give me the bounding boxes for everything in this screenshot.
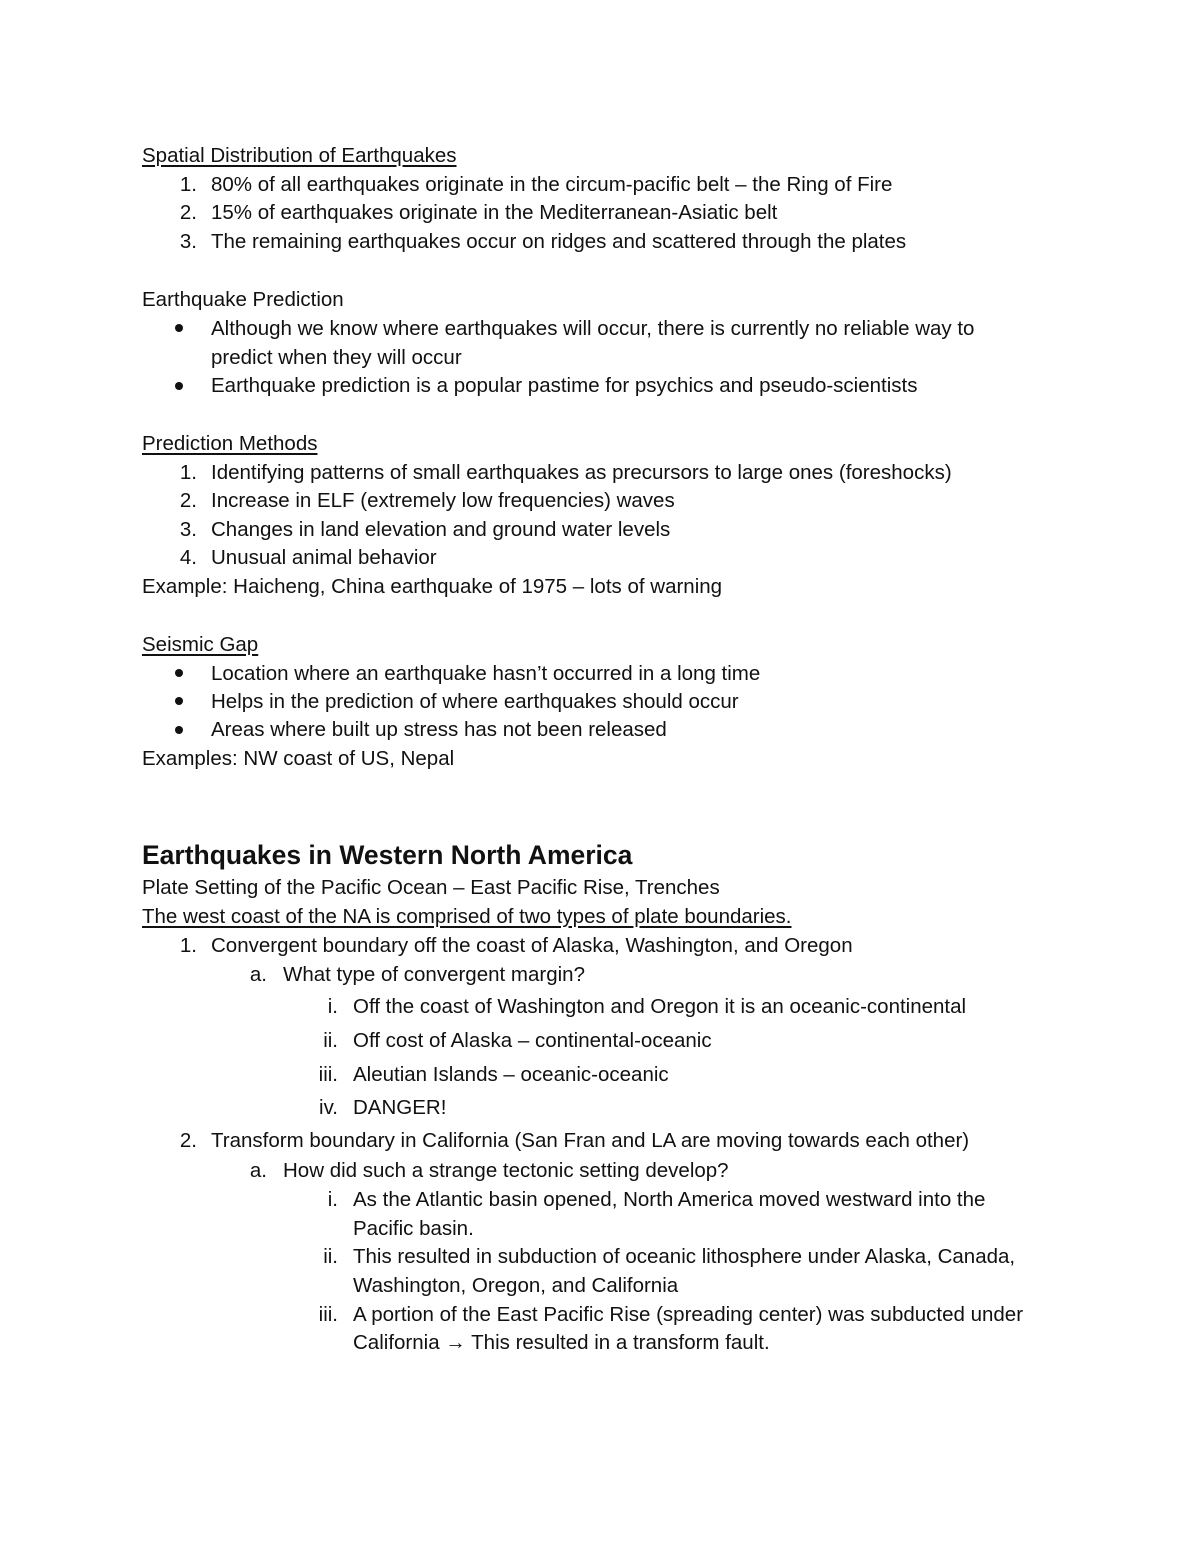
roman-list-item: This resulted in subduction of oceanic lithosphere under Alaska, Canada, xyxy=(353,1245,1016,1268)
last-line-part-a: California xyxy=(353,1331,440,1354)
roman-list-item: As the Atlantic basin opened, North America moved westward into the xyxy=(353,1188,986,1211)
section-title-western-north-america: Earthquakes in Western North America xyxy=(142,840,633,870)
example-text: Examples: NW coast of US, Nepal xyxy=(142,747,455,770)
roman-marker: ii. xyxy=(323,1245,338,1268)
list-item: Areas where built up stress has not been released xyxy=(211,718,667,741)
list-item: Unusual animal behavior xyxy=(211,546,437,569)
list-item: Convergent boundary off the coast of Alaska, Washington, and Oregon xyxy=(211,934,853,957)
roman-list-item-continuation: Washington, Oregon, and California xyxy=(353,1274,679,1297)
sub-list-item: How did such a strange tectonic setting develop? xyxy=(283,1159,729,1182)
roman-marker: i. xyxy=(327,1188,338,1211)
example-text: Example: Haicheng, China earthquake of 1975 – lots of warning xyxy=(142,575,723,598)
section-heading-prediction-methods: Prediction Methods xyxy=(142,432,318,455)
bullet-icon xyxy=(175,669,183,677)
list-marker: 1. xyxy=(179,461,197,484)
list-item: Identifying patterns of small earthquakes as precursors to large ones (foreshocks) xyxy=(211,461,952,484)
list-marker: 2. xyxy=(179,201,197,224)
roman-marker: iv. xyxy=(319,1096,338,1119)
roman-list-item: Off cost of Alaska – continental-oceanic xyxy=(353,1029,712,1052)
sub-list-marker: a. xyxy=(249,963,267,986)
roman-list-item: Aleutian Islands – oceanic-oceanic xyxy=(353,1063,669,1086)
underlined-statement: The west coast of the NA is comprised of two types of plate boundaries. xyxy=(142,905,792,928)
last-line-part-b: This resulted in a transform fault. xyxy=(471,1331,770,1354)
list-marker: 2. xyxy=(179,489,197,512)
section-heading-seismic-gap: Seismic Gap xyxy=(142,633,259,656)
list-marker: 4. xyxy=(179,546,197,569)
section-heading-earthquake-prediction: Earthquake Prediction xyxy=(142,288,344,311)
list-marker: 1. xyxy=(179,173,197,196)
roman-list-item: DANGER! xyxy=(353,1096,447,1119)
roman-marker: iii. xyxy=(318,1063,338,1086)
roman-marker: iii. xyxy=(318,1303,338,1326)
roman-list-item: Off the coast of Washington and Oregon it is an oceanic-continental xyxy=(353,995,967,1018)
list-marker: 3. xyxy=(179,230,197,253)
list-item: Increase in ELF (extremely low frequencies) waves xyxy=(211,489,675,512)
right-arrow-icon: → xyxy=(445,1331,466,1354)
sub-list-marker: a. xyxy=(249,1159,267,1182)
list-marker: 3. xyxy=(179,518,197,541)
list-item: Location where an earthquake hasn’t occurred in a long time xyxy=(211,662,761,685)
roman-marker: i. xyxy=(327,995,338,1018)
list-item: Helps in the prediction of where earthquakes should occur xyxy=(211,690,739,713)
bullet-icon xyxy=(175,382,183,390)
list-item: Although we know where earthquakes will occur, there is currently no reliable way to xyxy=(211,317,975,340)
list-item: Changes in land elevation and ground water levels xyxy=(211,518,671,541)
list-item: 15% of earthquakes originate in the Mediterranean-Asiatic belt xyxy=(211,201,778,224)
roman-list-item-continuation: Pacific basin. xyxy=(353,1217,474,1240)
bullet-icon xyxy=(175,726,183,734)
bullet-icon xyxy=(175,324,183,332)
list-item: Earthquake prediction is a popular pastime for psychics and pseudo-scientists xyxy=(211,374,918,397)
sub-list-item: What type of convergent margin? xyxy=(283,963,585,986)
list-marker: 1. xyxy=(179,934,197,957)
roman-list-item: A portion of the East Pacific Rise (spreading center) was subducted under xyxy=(353,1303,1024,1326)
list-marker: 2. xyxy=(179,1129,197,1152)
list-item: 80% of all earthquakes originate in the circum-pacific belt – the Ring of Fire xyxy=(211,173,893,196)
roman-list-item-continuation xyxy=(353,1329,770,1357)
section-subtitle: Plate Setting of the Pacific Ocean – East Pacific Rise, Trenches xyxy=(142,876,720,899)
list-item: The remaining earthquakes occur on ridges and scattered through the plates xyxy=(211,230,907,253)
bullet-icon xyxy=(175,697,183,705)
list-item-continuation: predict when they will occur xyxy=(211,346,462,369)
roman-marker: ii. xyxy=(323,1029,338,1052)
section-heading-spatial-distribution: Spatial Distribution of Earthquakes xyxy=(142,144,457,167)
list-item: Transform boundary in California (San Fran and LA are moving towards each other) xyxy=(211,1129,970,1152)
